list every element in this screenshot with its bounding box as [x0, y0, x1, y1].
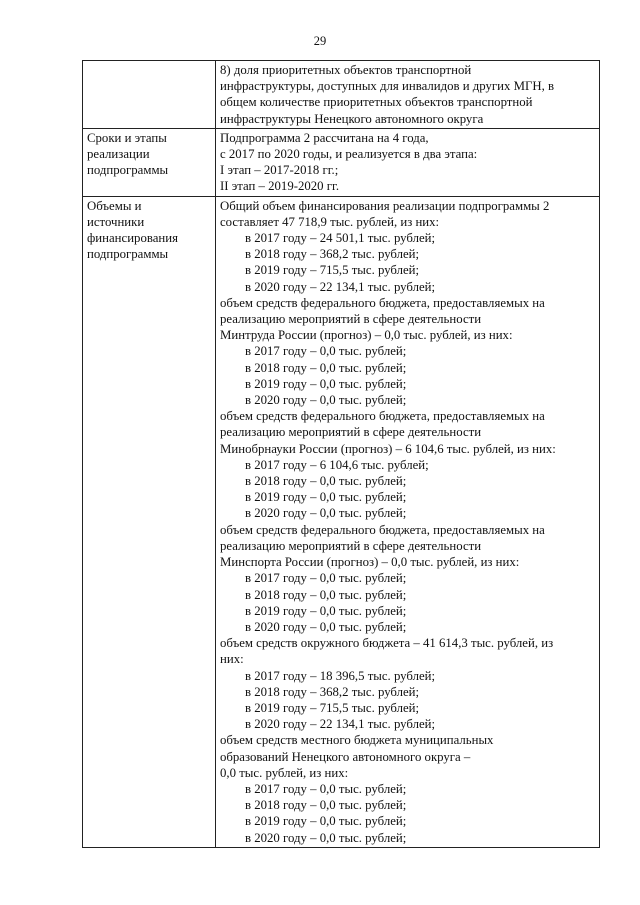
page-number: 29	[313, 34, 327, 48]
content-line: в 2018 году – 0,0 тыс. рублей;	[245, 587, 407, 602]
content-line: 0,0 тыс. рублей, из них:	[220, 765, 349, 780]
content-line: в 2019 году – 0,0 тыс. рублей;	[245, 603, 407, 618]
row-label-line: источники	[87, 214, 145, 229]
content-line: составляет 47 718,9 тыс. рублей, из них:	[220, 214, 440, 229]
content-line: в 2018 году – 0,0 тыс. рублей;	[245, 474, 407, 489]
content-line: Минтруда России (прогноз) – 0,0 тыс. рублей, из них:	[220, 328, 513, 343]
content-line: объем средств местного бюджета муниципальных	[220, 733, 494, 748]
content-line: в 2017 году – 24 501,1 тыс. рублей;	[245, 231, 436, 246]
content-line: II этап – 2019-2020 гг.	[220, 179, 340, 194]
content-line: инфраструктуры, доступных для инвалидов и других МГН, в	[220, 79, 555, 94]
table-row	[83, 128, 600, 196]
row-content-cell	[216, 61, 600, 129]
content-line: в 2020 году – 0,0 тыс. рублей;	[245, 619, 407, 634]
content-line: в 2017 году – 0,0 тыс. рублей;	[245, 571, 407, 586]
content-line: Минобрнауки России (прогноз) – 6 104,6 тыс. рублей, из них:	[220, 441, 556, 456]
content-line: объем средств федерального бюджета, предоставляемых на	[220, 409, 545, 424]
content-line: I этап – 2017-2018 гг.;	[220, 163, 339, 178]
row-label-cell	[83, 61, 216, 129]
row-label-cell	[83, 196, 216, 847]
content-line: в 2020 году – 22 134,1 тыс. рублей;	[245, 279, 436, 294]
content-line: в 2017 году – 0,0 тыс. рублей;	[245, 344, 407, 359]
content-line: в 2018 году – 368,2 тыс. рублей;	[245, 684, 420, 699]
content-line: в 2018 году – 0,0 тыс. рублей;	[245, 798, 407, 813]
program-table	[82, 60, 600, 848]
content-line: 8) доля приоритетных объектов транспортной	[220, 63, 472, 77]
row-label-line: финансирования	[87, 231, 178, 246]
content-line: Минспорта России (прогноз) – 0,0 тыс. рублей, из них:	[220, 555, 520, 570]
table-row	[83, 196, 600, 847]
content-line: реализацию мероприятий в сфере деятельности	[220, 538, 482, 553]
content-line: Подпрограмма 2 рассчитана на 4 года,	[220, 130, 429, 145]
row-label-line: подпрограммы	[87, 247, 169, 262]
content-line: реализацию мероприятий в сфере деятельности	[220, 425, 482, 440]
content-line: них:	[220, 652, 244, 667]
content-line: реализацию мероприятий в сфере деятельности	[220, 312, 482, 327]
content-line: объем средств федерального бюджета, предоставляемых на	[220, 522, 545, 537]
content-line: в 2017 году – 0,0 тыс. рублей;	[245, 781, 407, 796]
content-line: общем количестве приоритетных объектов транспортной	[220, 95, 533, 110]
content-line: в 2020 году – 22 134,1 тыс. рублей;	[245, 717, 436, 732]
content-line: в 2019 году – 0,0 тыс. рублей;	[245, 376, 407, 391]
content-line: образований Ненецкого автономного округа –	[220, 749, 471, 764]
content-line: в 2019 году – 715,5 тыс. рублей;	[245, 263, 420, 278]
content-line: в 2019 году – 715,5 тыс. рублей;	[245, 700, 420, 715]
content-line: в 2017 году – 18 396,5 тыс. рублей;	[245, 668, 436, 683]
content-line: в 2018 году – 368,2 тыс. рублей;	[245, 247, 420, 262]
content-line: инфраструктуры Ненецкого автономного округа	[220, 111, 484, 126]
table-row	[83, 61, 600, 129]
row-label-line: Сроки и этапы	[87, 130, 167, 145]
content-line: в 2020 году – 0,0 тыс. рублей;	[245, 393, 407, 408]
row-label-cell	[83, 128, 216, 196]
content-line: в 2019 году – 0,0 тыс. рублей;	[245, 814, 407, 829]
content-line: объем средств окружного бюджета – 41 614,3 тыс. рублей, из	[220, 636, 554, 651]
row-label-line: реализации	[87, 147, 150, 162]
content-line: с 2017 по 2020 годы, и реализуется в два этапа:	[220, 147, 478, 162]
content-line: в 2017 году – 6 104,6 тыс. рублей;	[245, 457, 429, 472]
content-line: в 2020 году – 0,0 тыс. рублей;	[245, 506, 407, 521]
program-table-body	[83, 61, 600, 848]
row-content-cell	[216, 196, 600, 847]
row-label-line: подпрограммы	[87, 163, 169, 178]
content-line: в 2018 году – 0,0 тыс. рублей;	[245, 360, 407, 375]
content-line: в 2019 году – 0,0 тыс. рублей;	[245, 490, 407, 505]
content-line: объем средств федерального бюджета, предоставляемых на	[220, 295, 545, 310]
row-content-cell	[216, 128, 600, 196]
row-label-line: Объемы и	[87, 198, 142, 213]
content-line: Общий объем финансирования реализации подпрограммы 2	[220, 198, 550, 213]
content-line: в 2020 году – 0,0 тыс. рублей;	[245, 830, 407, 845]
